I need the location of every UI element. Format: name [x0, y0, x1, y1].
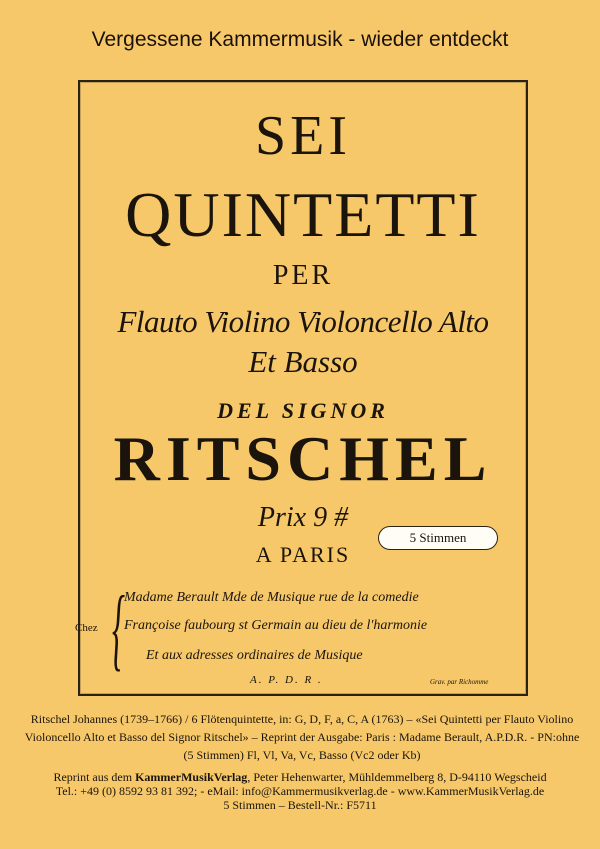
title-sei: SEI [255, 105, 351, 167]
title-per: PER [272, 260, 334, 291]
footer-prefix: Reprint aus dem [53, 770, 136, 784]
title-et-basso: Et Basso [248, 344, 358, 379]
title-del-signor: DEL SIGNOR [217, 398, 389, 423]
footer-contact: Tel.: +49 (0) 8592 93 81 392; - eMail: info@Kammermusikverlag.de - www.KammerMusikVerlag.de [55, 784, 545, 798]
address-line-3: Et aux adresses ordinaires de Musique [146, 648, 363, 663]
edition-description: Ritschel Johannes (1739–1766) / 6 Flötenquintette, in: G, D, F, a, C, A (1763) – «Sei Quintetti per Flauto Violino Violoncello Alto et Basso del Signor Ritschel» – Reprint der Ausgabe: Paris : Madame Berault, A.P.D.R. - PN:ohne (5 Stimmen) Fl, Vl, Va, Vc, Basso (Vc2 oder Kb) [24, 712, 580, 762]
address-line-1: Madame Berault Mde de Musique rue de la comedie [124, 590, 419, 605]
footer-order-number: 5 Stimmen – Bestell-Nr.: F5711 [223, 798, 377, 812]
banner-title: Vergessene Kammermusik - wieder entdeckt [91, 28, 509, 51]
title-composer: RITSCHEL [113, 423, 493, 494]
address-line-2: Françoise faubourg st Germain au dieu de l'harmonie [124, 618, 428, 633]
title-prix: Prix 9 # [257, 502, 349, 533]
engraver-credit: Grav. par Richomme [430, 678, 489, 686]
title-page-frame [75, 80, 528, 696]
publisher-name: KammerMusikVerlag [135, 770, 248, 784]
title-instruments: Flauto Violino Violoncello Alto [117, 304, 489, 339]
brace-decoration: { [112, 577, 125, 679]
publisher-footer [10, 770, 590, 812]
chez-label: Chez [75, 622, 98, 634]
footer-line-1 [10, 770, 590, 784]
footer-suffix: , Peter Hehenwarter, Mühldemmelberg 8, D-94110 Wegscheid [247, 770, 547, 784]
parts-count-badge: 5 Stimmen [378, 526, 498, 550]
apdr-mark: A. P. D. R . [250, 674, 323, 686]
title-a-paris: A PARIS [255, 542, 351, 567]
title-quintetti: QUINTETTI [125, 179, 481, 250]
